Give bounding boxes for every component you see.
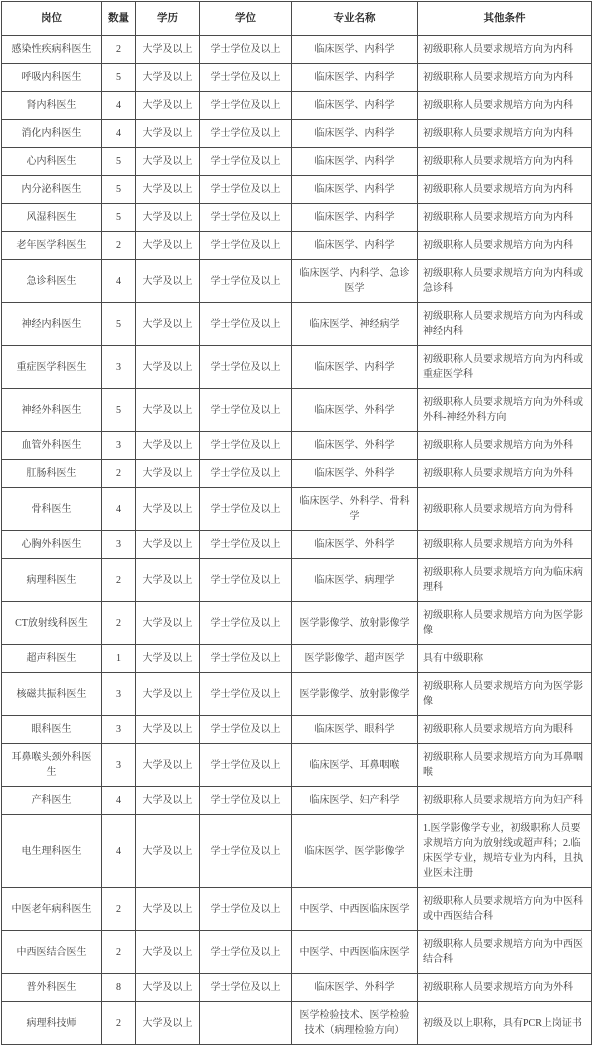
cell-education: 大学及以上 (136, 531, 200, 559)
cell-count: 4 (102, 488, 136, 531)
cell-position: 心内科医生 (2, 148, 102, 176)
cell-degree: 学士学位及以上 (200, 488, 292, 531)
table-row (2, 645, 592, 673)
column-header-education: 学历 (136, 2, 200, 36)
cell-position: 老年医学科医生 (2, 232, 102, 260)
cell-position: 骨科医生 (2, 488, 102, 531)
column-header-degree: 学位 (200, 2, 292, 36)
cell-count: 8 (102, 974, 136, 1002)
cell-position: 电生理科医生 (2, 815, 102, 888)
cell-major: 临床医学、内科学 (292, 64, 418, 92)
cell-other-conditions: 初级职称人员要求规培方向为内科 (418, 120, 592, 148)
cell-count: 2 (102, 36, 136, 64)
cell-count: 5 (102, 389, 136, 432)
cell-other-conditions: 初级职称人员要求规培方向为中西医结合科 (418, 931, 592, 974)
table-row (2, 1002, 592, 1045)
cell-major: 临床医学、内科学、急诊医学 (292, 260, 418, 303)
cell-major: 临床医学、内科学 (292, 232, 418, 260)
cell-position: 呼吸内科医生 (2, 64, 102, 92)
cell-position: 核磁共振科医生 (2, 673, 102, 716)
table-row (2, 888, 592, 931)
cell-other-conditions: 初级职称人员要求规培方向为临床病理科 (418, 559, 592, 602)
cell-other-conditions: 初级职称人员要求规培方向为内科或神经内科 (418, 303, 592, 346)
cell-other-conditions: 初级职称人员要求规培方向为外科 (418, 531, 592, 559)
table-row (2, 488, 592, 531)
cell-major: 临床医学、外科学 (292, 432, 418, 460)
cell-count: 3 (102, 673, 136, 716)
cell-major: 医学检验技术、医学检验技术（病理检验方向） (292, 1002, 418, 1045)
table-row (2, 716, 592, 744)
table-row (2, 64, 592, 92)
cell-position: 急诊科医生 (2, 260, 102, 303)
cell-count: 2 (102, 931, 136, 974)
cell-major: 临床医学、内科学 (292, 92, 418, 120)
cell-major: 临床医学、内科学 (292, 120, 418, 148)
cell-count: 2 (102, 602, 136, 645)
cell-major: 临床医学、病理学 (292, 559, 418, 602)
cell-other-conditions: 初级职称人员要求规培方向为内科或急诊科 (418, 260, 592, 303)
cell-degree: 学士学位及以上 (200, 176, 292, 204)
cell-degree: 学士学位及以上 (200, 602, 292, 645)
cell-education: 大学及以上 (136, 92, 200, 120)
cell-position: 眼科医生 (2, 716, 102, 744)
cell-count: 4 (102, 815, 136, 888)
cell-other-conditions: 初级职称人员要求规培方向为妇产科 (418, 787, 592, 815)
table-row (2, 815, 592, 888)
table-row (2, 176, 592, 204)
table-row (2, 92, 592, 120)
cell-other-conditions: 初级职称人员要求规培方向为外科或外科-神经外科方向 (418, 389, 592, 432)
table-row (2, 602, 592, 645)
cell-major: 临床医学、神经病学 (292, 303, 418, 346)
cell-other-conditions: 初级职称人员要求规培方向为内科 (418, 176, 592, 204)
cell-count: 3 (102, 744, 136, 787)
cell-education: 大学及以上 (136, 36, 200, 64)
cell-major: 医学影像学、超声医学 (292, 645, 418, 673)
cell-count: 5 (102, 204, 136, 232)
cell-major: 临床医学、外科学 (292, 389, 418, 432)
recruitment-table (1, 1, 592, 1045)
cell-degree: 学士学位及以上 (200, 204, 292, 232)
cell-position: 消化内科医生 (2, 120, 102, 148)
cell-education: 大学及以上 (136, 673, 200, 716)
cell-degree: 学士学位及以上 (200, 645, 292, 673)
cell-degree: 学士学位及以上 (200, 531, 292, 559)
cell-education: 大学及以上 (136, 559, 200, 602)
cell-other-conditions: 初级职称人员要求规培方向为外科 (418, 460, 592, 488)
cell-education: 大学及以上 (136, 232, 200, 260)
cell-major: 临床医学、医学影像学 (292, 815, 418, 888)
cell-other-conditions: 初级职称人员要求规培方向为眼科 (418, 716, 592, 744)
cell-count: 2 (102, 232, 136, 260)
cell-count: 1 (102, 645, 136, 673)
cell-education: 大学及以上 (136, 974, 200, 1002)
cell-education: 大学及以上 (136, 64, 200, 92)
table-row (2, 744, 592, 787)
cell-other-conditions: 初级职称人员要求规培方向为内科 (418, 36, 592, 64)
cell-degree (200, 1002, 292, 1045)
cell-major: 临床医学、内科学 (292, 176, 418, 204)
cell-degree: 学士学位及以上 (200, 744, 292, 787)
cell-other-conditions: 初级职称人员要求规培方向为内科 (418, 92, 592, 120)
cell-position: 中医老年病科医生 (2, 888, 102, 931)
cell-position: 感染性疾病科医生 (2, 36, 102, 64)
cell-education: 大学及以上 (136, 176, 200, 204)
cell-education: 大学及以上 (136, 120, 200, 148)
cell-other-conditions: 初级职称人员要求规培方向为中医科或中西医结合科 (418, 888, 592, 931)
cell-degree: 学士学位及以上 (200, 389, 292, 432)
cell-position: 神经外科医生 (2, 389, 102, 432)
cell-position: 肾内科医生 (2, 92, 102, 120)
cell-count: 3 (102, 531, 136, 559)
cell-education: 大学及以上 (136, 645, 200, 673)
cell-other-conditions: 初级职称人员要求规培方向为耳鼻咽喉 (418, 744, 592, 787)
cell-education: 大学及以上 (136, 602, 200, 645)
cell-education: 大学及以上 (136, 716, 200, 744)
cell-major: 临床医学、眼科学 (292, 716, 418, 744)
cell-major: 临床医学、耳鼻咽喉 (292, 744, 418, 787)
cell-major: 临床医学、妇产科学 (292, 787, 418, 815)
cell-degree: 学士学位及以上 (200, 260, 292, 303)
cell-education: 大学及以上 (136, 744, 200, 787)
cell-position: 心胸外科医生 (2, 531, 102, 559)
cell-education: 大学及以上 (136, 260, 200, 303)
cell-count: 5 (102, 148, 136, 176)
cell-education: 大学及以上 (136, 204, 200, 232)
table-header-row (2, 2, 592, 36)
cell-education: 大学及以上 (136, 148, 200, 176)
cell-position: 风湿科医生 (2, 204, 102, 232)
cell-major: 临床医学、外科学 (292, 460, 418, 488)
cell-position: 耳鼻喉头颈外科医生 (2, 744, 102, 787)
cell-major: 中医学、中西医临床医学 (292, 931, 418, 974)
cell-degree: 学士学位及以上 (200, 303, 292, 346)
cell-degree: 学士学位及以上 (200, 120, 292, 148)
cell-position: 病理科医生 (2, 559, 102, 602)
cell-other-conditions: 初级职称人员要求规培方向为外科 (418, 974, 592, 1002)
cell-education: 大学及以上 (136, 488, 200, 531)
column-header-other-conditions: 其他条件 (418, 2, 592, 36)
cell-other-conditions: 初级及以上职称，具有PCR上岗证书 (418, 1002, 592, 1045)
cell-degree: 学士学位及以上 (200, 92, 292, 120)
column-header-position: 岗位 (2, 2, 102, 36)
cell-position: 产科医生 (2, 787, 102, 815)
cell-count: 4 (102, 92, 136, 120)
cell-degree: 学士学位及以上 (200, 148, 292, 176)
cell-other-conditions: 初级职称人员要求规培方向为医学影像 (418, 602, 592, 645)
cell-degree: 学士学位及以上 (200, 716, 292, 744)
cell-major: 临床医学、外科学、骨科学 (292, 488, 418, 531)
cell-count: 5 (102, 303, 136, 346)
cell-count: 3 (102, 716, 136, 744)
cell-other-conditions: 初级职称人员要求规培方向为医学影像 (418, 673, 592, 716)
cell-education: 大学及以上 (136, 1002, 200, 1045)
cell-position: 超声科医生 (2, 645, 102, 673)
cell-count: 5 (102, 176, 136, 204)
table-row (2, 120, 592, 148)
cell-education: 大学及以上 (136, 815, 200, 888)
cell-other-conditions: 初级职称人员要求规培方向为内科或重症医学科 (418, 346, 592, 389)
cell-education: 大学及以上 (136, 460, 200, 488)
table-row (2, 260, 592, 303)
cell-count: 4 (102, 260, 136, 303)
table-row (2, 204, 592, 232)
cell-degree: 学士学位及以上 (200, 931, 292, 974)
cell-major: 中医学、中西医临床医学 (292, 888, 418, 931)
cell-other-conditions: 初级职称人员要求规培方向为内科 (418, 204, 592, 232)
table-row (2, 974, 592, 1002)
cell-position: 内分泌科医生 (2, 176, 102, 204)
cell-degree: 学士学位及以上 (200, 232, 292, 260)
cell-degree: 学士学位及以上 (200, 36, 292, 64)
cell-count: 2 (102, 559, 136, 602)
table-row (2, 531, 592, 559)
cell-degree: 学士学位及以上 (200, 346, 292, 389)
cell-education: 大学及以上 (136, 303, 200, 346)
cell-other-conditions: 具有中级职称 (418, 645, 592, 673)
cell-count: 4 (102, 787, 136, 815)
table-row (2, 559, 592, 602)
cell-education: 大学及以上 (136, 931, 200, 974)
cell-major: 临床医学、内科学 (292, 148, 418, 176)
cell-degree: 学士学位及以上 (200, 888, 292, 931)
cell-count: 4 (102, 120, 136, 148)
cell-count: 2 (102, 888, 136, 931)
cell-education: 大学及以上 (136, 389, 200, 432)
cell-other-conditions: 初级职称人员要求规培方向为外科 (418, 432, 592, 460)
cell-other-conditions: 初级职称人员要求规培方向为骨科 (418, 488, 592, 531)
cell-education: 大学及以上 (136, 787, 200, 815)
cell-major: 医学影像学、放射影像学 (292, 602, 418, 645)
cell-position: 肛肠科医生 (2, 460, 102, 488)
table-row (2, 673, 592, 716)
table-row (2, 787, 592, 815)
table-row (2, 36, 592, 64)
cell-degree: 学士学位及以上 (200, 64, 292, 92)
cell-position: CT放射线科医生 (2, 602, 102, 645)
table-row (2, 460, 592, 488)
cell-count: 3 (102, 346, 136, 389)
cell-education: 大学及以上 (136, 346, 200, 389)
cell-major: 临床医学、内科学 (292, 36, 418, 64)
cell-other-conditions: 1.医学影像学专业，初级职称人员要求规培方向为放射线或超声科；2.临床医学专业，规培专业为内科，且执业医未注册 (418, 815, 592, 888)
cell-degree: 学士学位及以上 (200, 974, 292, 1002)
cell-other-conditions: 初级职称人员要求规培方向为内科 (418, 148, 592, 176)
cell-position: 病理科技师 (2, 1002, 102, 1045)
cell-degree: 学士学位及以上 (200, 815, 292, 888)
cell-education: 大学及以上 (136, 888, 200, 931)
cell-position: 重症医学科医生 (2, 346, 102, 389)
cell-count: 2 (102, 1002, 136, 1045)
cell-major: 临床医学、内科学 (292, 204, 418, 232)
cell-major: 临床医学、内科学 (292, 346, 418, 389)
table-row (2, 346, 592, 389)
table-row (2, 232, 592, 260)
cell-count: 2 (102, 460, 136, 488)
cell-count: 5 (102, 64, 136, 92)
cell-education: 大学及以上 (136, 432, 200, 460)
cell-position: 中西医结合医生 (2, 931, 102, 974)
table-row (2, 931, 592, 974)
cell-position: 普外科医生 (2, 974, 102, 1002)
cell-count: 3 (102, 432, 136, 460)
cell-degree: 学士学位及以上 (200, 787, 292, 815)
column-header-major: 专业名称 (292, 2, 418, 36)
table-row (2, 389, 592, 432)
cell-major: 医学影像学、放射影像学 (292, 673, 418, 716)
table-row (2, 303, 592, 346)
cell-degree: 学士学位及以上 (200, 432, 292, 460)
cell-degree: 学士学位及以上 (200, 673, 292, 716)
table-row (2, 148, 592, 176)
table-row (2, 432, 592, 460)
cell-position: 神经内科医生 (2, 303, 102, 346)
cell-degree: 学士学位及以上 (200, 559, 292, 602)
cell-other-conditions: 初级职称人员要求规培方向为内科 (418, 232, 592, 260)
cell-other-conditions: 初级职称人员要求规培方向为内科 (418, 64, 592, 92)
cell-major: 临床医学、外科学 (292, 531, 418, 559)
cell-major: 临床医学、外科学 (292, 974, 418, 1002)
cell-position: 血管外科医生 (2, 432, 102, 460)
column-header-count: 数量 (102, 2, 136, 36)
cell-degree: 学士学位及以上 (200, 460, 292, 488)
